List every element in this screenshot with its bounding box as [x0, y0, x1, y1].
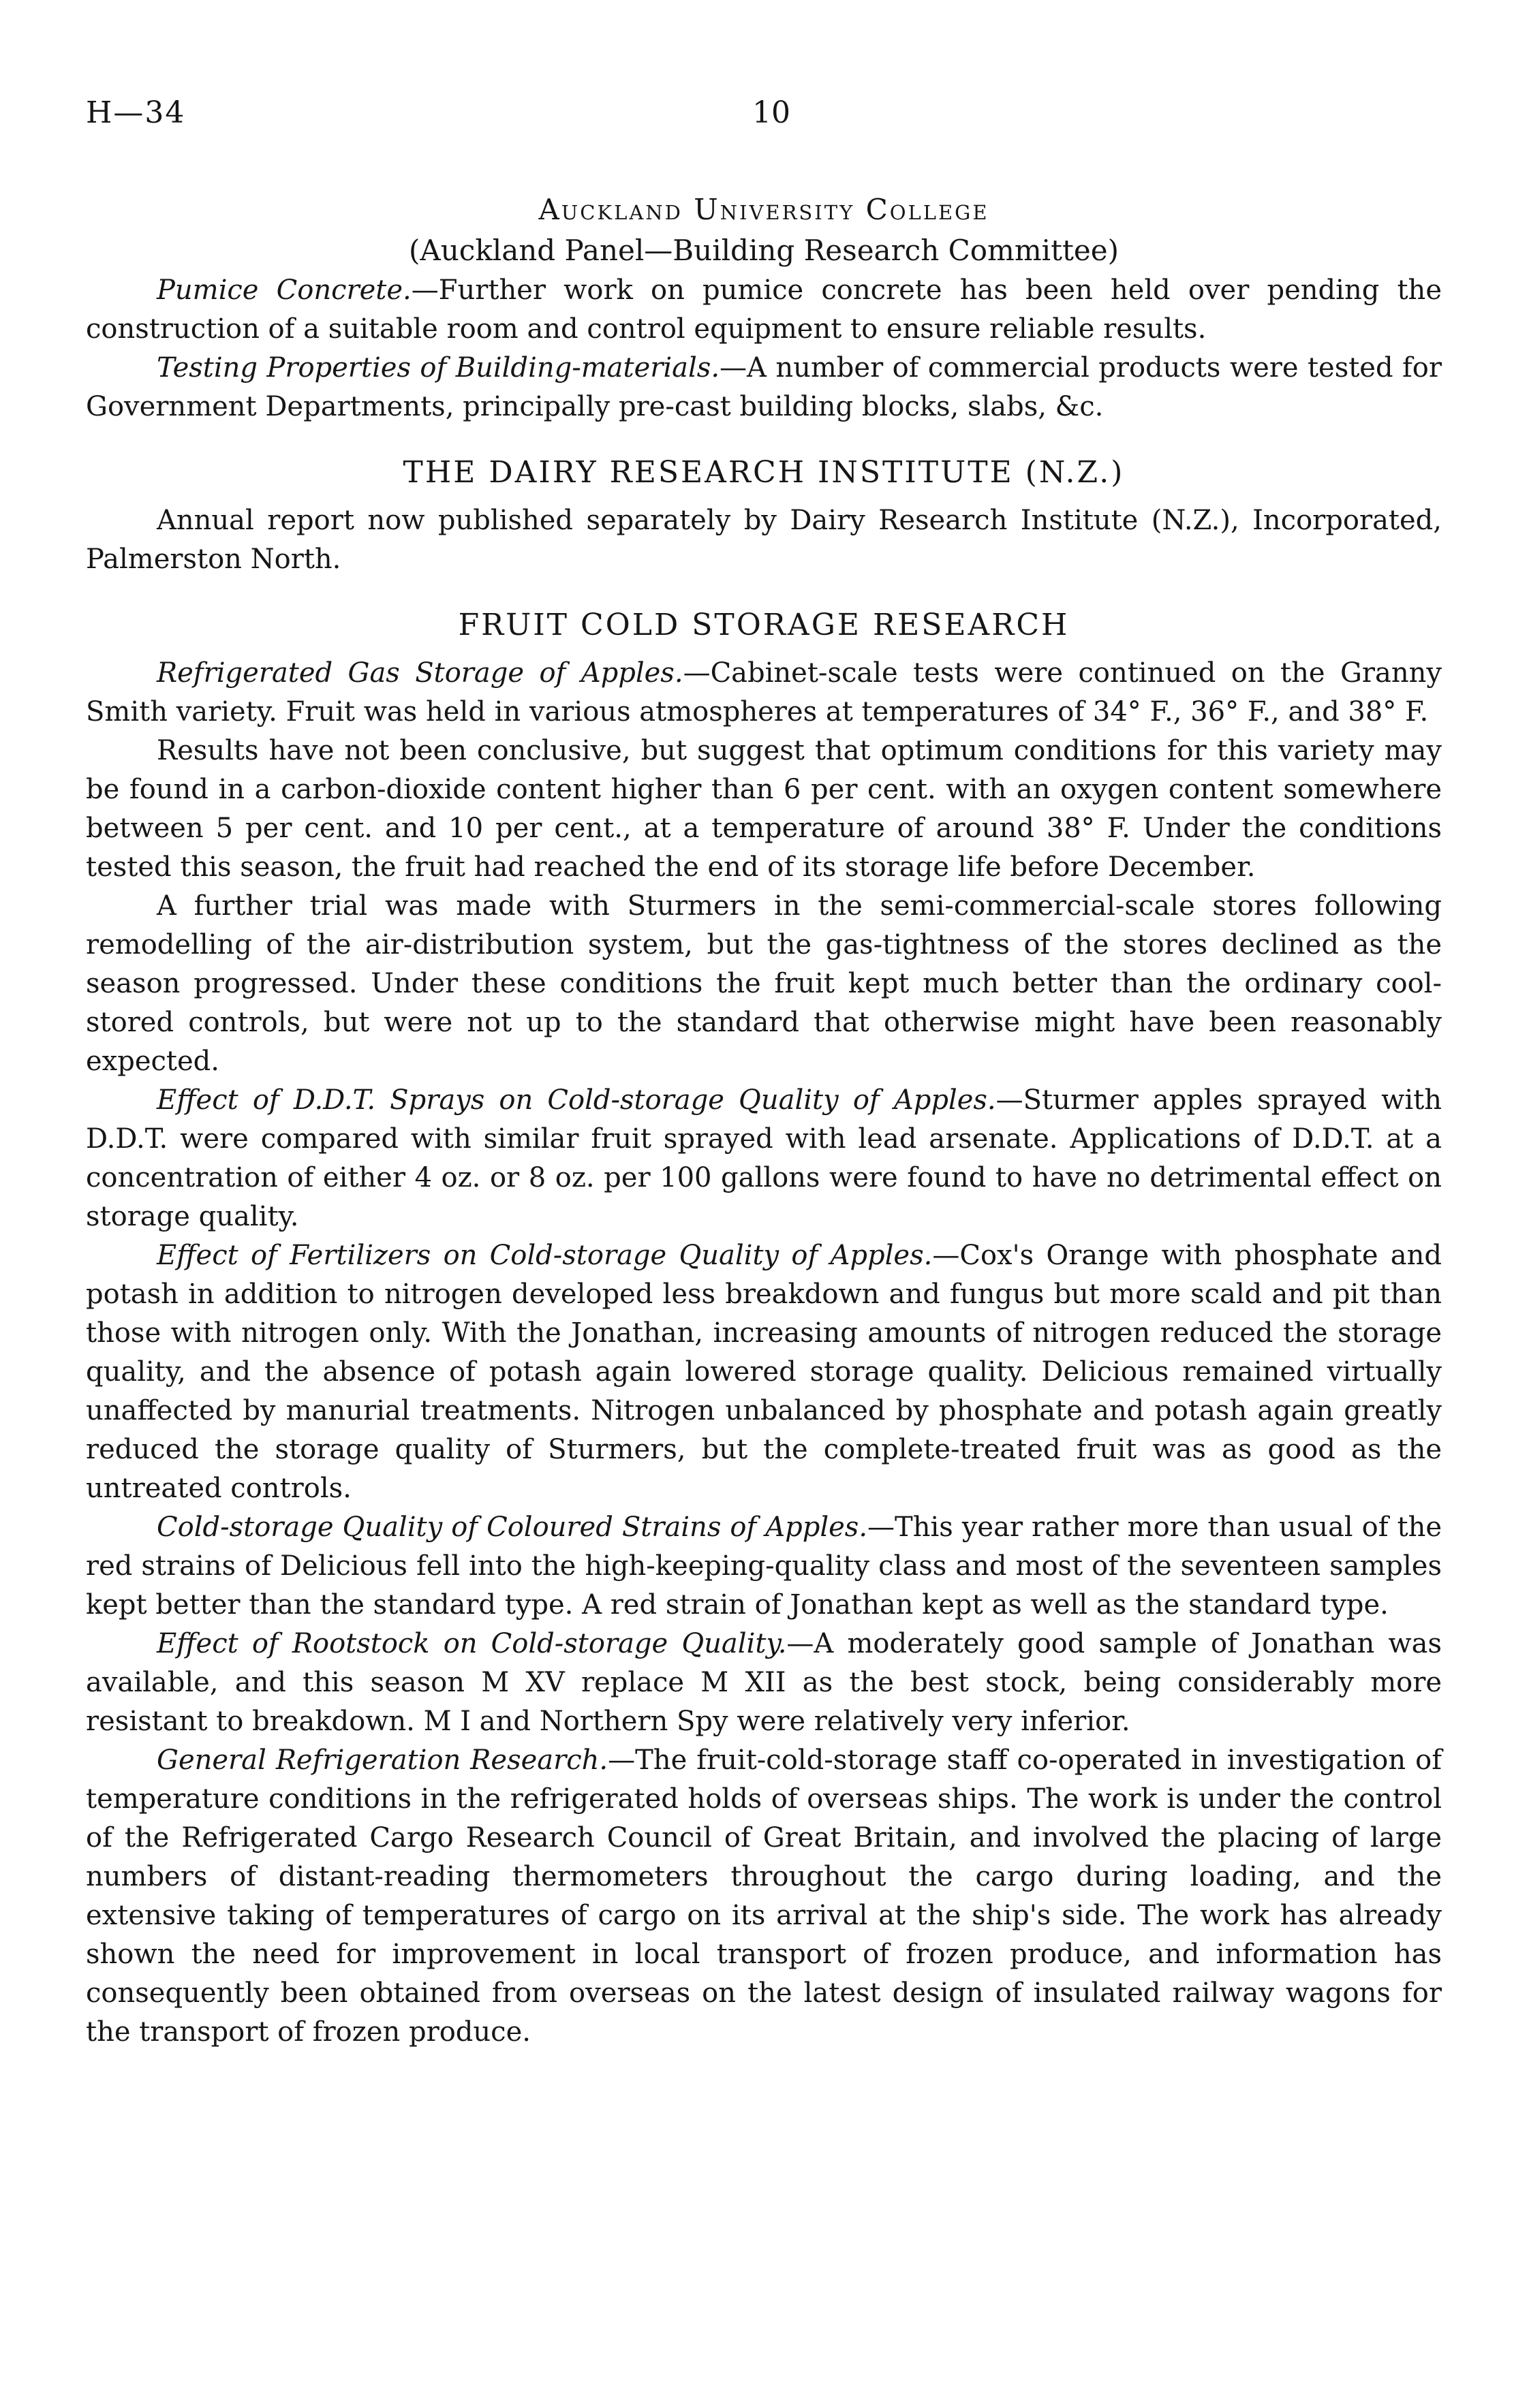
gas-storage-text-3: , and 38° [1271, 696, 1397, 728]
gas-storage-unit-1: F. [1149, 696, 1173, 728]
sturmers-paragraph: A further trial was made with Sturmers in the semi-commercial-scale stores following remodelling of the air-distribution system, but the gas-tightness of the stores declined as the season progressed. Under these conditions the fruit kept much better than the ordinary cool-stored controls, but were not up to the standard that otherwise might have been reasonably expected. [86, 890, 1442, 1077]
pumice-concrete-paragraph [86, 271, 1442, 349]
auckland-section-subtitle: (Auckland Panel—Building Research Committee) [409, 234, 1119, 267]
testing-properties-text: —A number of commercial products were tested for Government Departments, principally pre-cast building blocks, slabs, &c. [86, 352, 1442, 422]
testing-properties-heading: Testing Properties of Building-materials. [157, 352, 720, 384]
gas-storage-text-2: , 36° [1173, 696, 1239, 728]
fruit-section-title: FRUIT COLD STORAGE RESEARCH [458, 608, 1070, 642]
rootstock-paragraph [86, 1625, 1442, 1741]
ddt-paragraph [86, 1081, 1442, 1236]
gas-storage-unit-3: F. [1405, 696, 1429, 728]
rootstock-text: —A moderately good sample of Jonathan was available, and this season M XV replace M XII as the best stock, being considerably more resistant to breakdown. M I and Northern Spy were relatively very inferior. [86, 1628, 1442, 1737]
pumice-concrete-text: —Further work on pumice concrete has been held over pending the construction of a suitable room and control equipment to ensure reliable results. [86, 275, 1442, 345]
page-content [86, 189, 1442, 2052]
auckland-section-title: Auckland University College [538, 193, 989, 226]
ddt-text: —Sturmer apples sprayed with D.D.T. were compared with similar fruit sprayed with lead arsenate. Applications of D.D.T. at a concentration of either 4 oz. or 8 oz. per 100 gallons were found to have no detrimental effect on storage quality. [86, 1084, 1442, 1232]
fertilizers-text: —Cox's Orange with phosphate and potash in addition to nitrogen developed less breakdown and fungus but more scald and pit than those with nitrogen only. With the Jonathan, increasing amounts of nitrogen reduced the storage quality, and the absence of potash again lowered storage quality. Delicious remained virtually unaffected by manurial treatments. Nitrogen unbalanced by phosphate and potash again greatly reduced the storage quality of Sturmers, but the complete-treated fruit was as good as the untreated controls. [86, 1240, 1442, 1504]
dairy-section-title: THE DAIRY RESEARCH INSTITUTE (N.Z.) [403, 455, 1125, 490]
coloured-strains-heading: Cold-storage Quality of Coloured Strains of Apples. [157, 1512, 868, 1543]
fertilizers-paragraph [86, 1236, 1442, 1508]
page-header [86, 95, 1443, 150]
fertilizers-heading: Effect of Fertilizers on Cold-storage Quality of Apples. [157, 1240, 933, 1271]
results-text-2: Under the conditions tested this season, the fruit had reached the end of its storage life before December. [86, 813, 1442, 883]
ddt-heading: Effect of D.D.T. Sprays on Cold-storage Quality of Apples. [157, 1084, 996, 1116]
coloured-strains-paragraph [86, 1508, 1442, 1625]
pumice-concrete-heading: Pumice Concrete. [157, 275, 412, 306]
rootstock-heading: Effect of Rootstock on Cold-storage Quality. [157, 1628, 787, 1659]
gas-storage-unit-2: F. [1247, 696, 1271, 728]
gas-storage-paragraph [86, 654, 1442, 732]
coloured-strains-text: —This year rather more than usual of the red strains of Delicious fell into the high-keeping-quality class and most of the seventeen samples kept better than the standard type. A red strain of Jonathan kept as well as the standard type. [86, 1512, 1442, 1621]
general-refrigeration-paragraph [86, 1741, 1442, 2052]
results-paragraph [86, 732, 1442, 887]
general-refrigeration-heading: General Refrigeration Research. [157, 1745, 608, 1776]
page-number: 10 [752, 95, 790, 130]
results-text-1: Results have not been conclusive, but suggest that optimum conditions for this variety may be found in a carbon-dioxide content higher than 6 per cent. with an oxygen content somewhere between 5 per cent. and 10 per cent., at a temperature of around 38° [86, 735, 1442, 844]
testing-properties-paragraph [86, 349, 1442, 426]
gas-storage-text-1: —Cabinet-scale tests were continued on the Granny Smith variety. Fruit was held in various atmospheres at temperatures of 34° [86, 657, 1442, 728]
gas-storage-heading: Refrigerated Gas Storage of Apples. [157, 657, 683, 689]
dairy-paragraph: Annual report now published separately by Dairy Research Institute (N.Z.), Incorporated, Palmerston North. [86, 505, 1442, 575]
page-reference: H—34 [86, 95, 186, 130]
general-refrigeration-text: —The fruit-cold-storage staff co-operated in investigation of temperature conditions in the refrigerated holds of overseas ships. The work is under the control of the Refrigerated Cargo Research Council of Great Britain, and involved the placing of large numbers of distant-reading thermometers throughout the cargo during loading, and the extensive taking of temperatures of cargo on its arrival at the ship's side. The work has already shown the need for improvement in local transport of frozen produce, and information has consequently been obtained from overseas on the latest design of insulated railway wagons for the transport of frozen produce. [86, 1745, 1442, 2048]
results-unit: F. [1107, 813, 1130, 844]
